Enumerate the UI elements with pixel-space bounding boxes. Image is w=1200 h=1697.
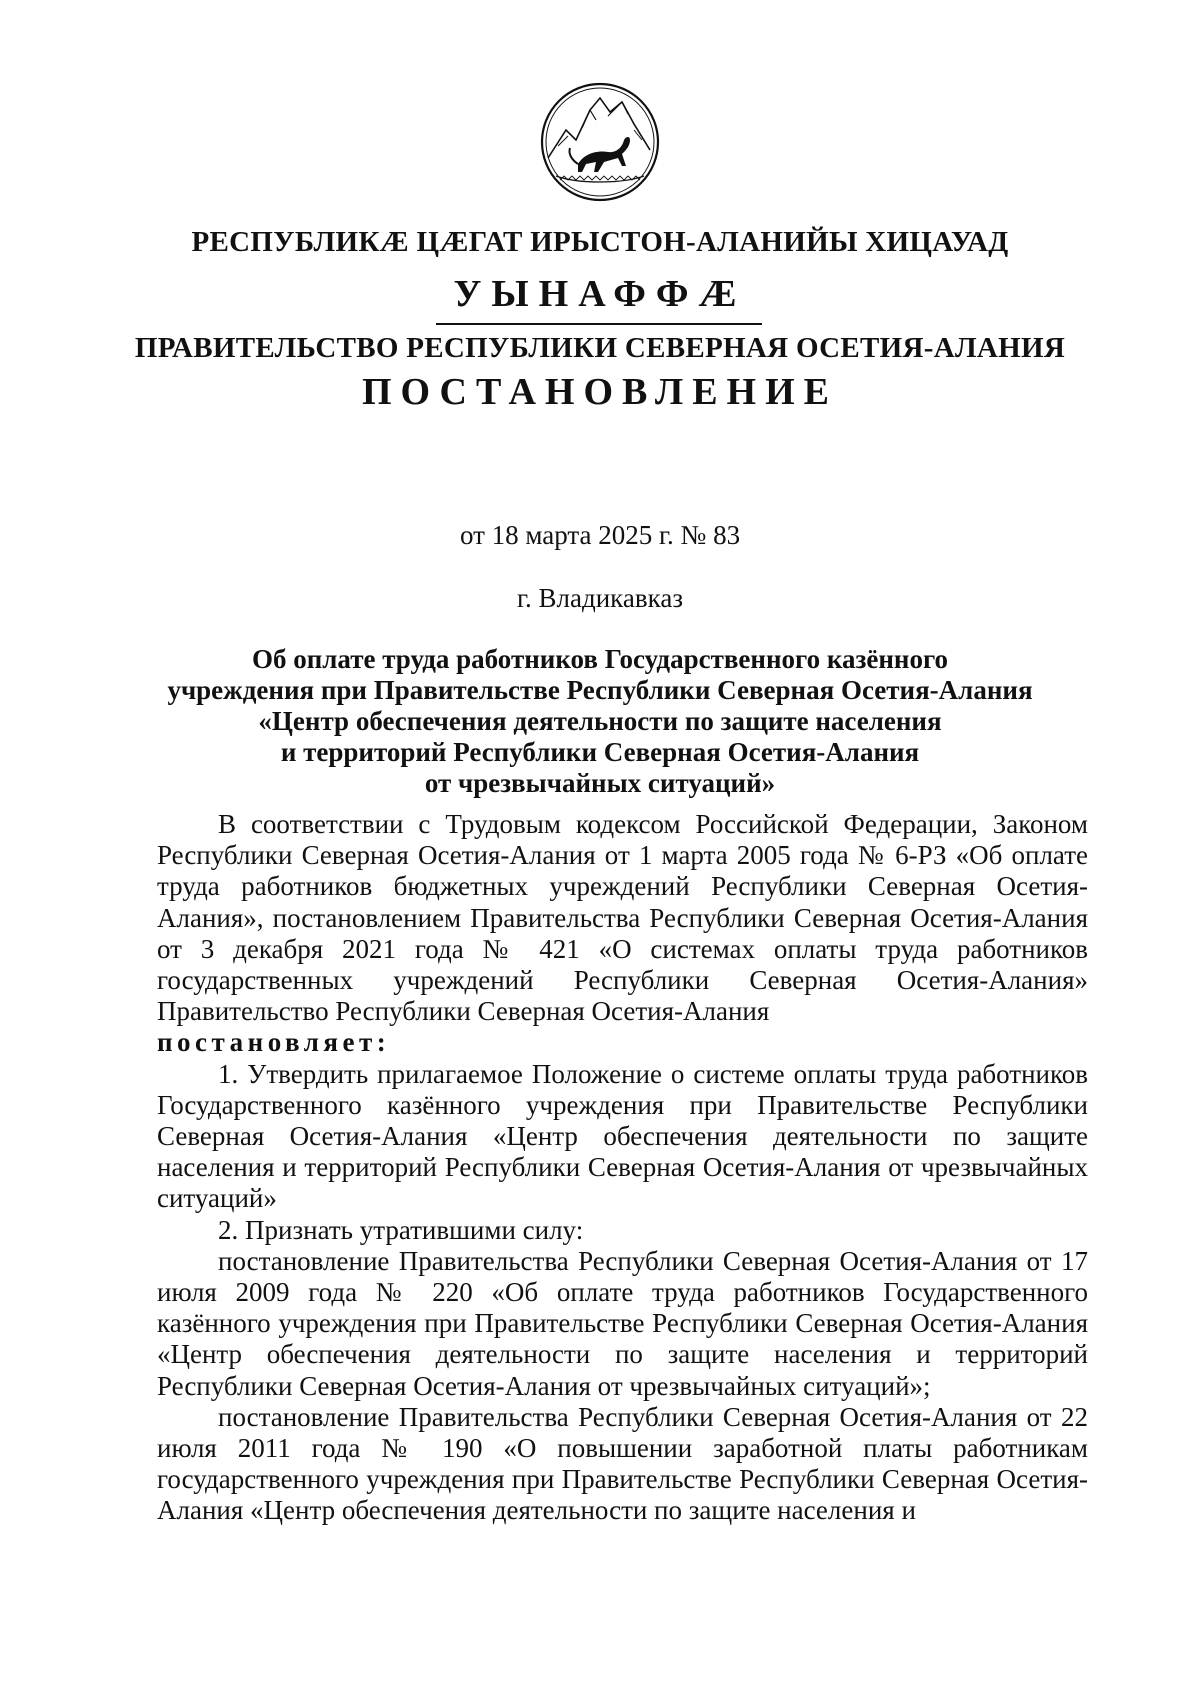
title-line: от чрезвычайных ситуаций» — [424, 768, 776, 798]
osset-government-title: РЕСПУБЛИКӔ ЦӔГАТ ИРЫСТОН-АЛАНИЙЫ ХИЦАУАД — [191, 226, 1009, 258]
repeal-2-paragraph: постановление Правительства Республики Северная Осетия-Алания от 22 июля 2011 года № 190 «О повышении заработной платы работникам государственного учреждения при Правительстве Республики Северная Осетия-Алания «Центр обеспечения деятельности по защите населения и — [157, 1401, 1088, 1526]
document-date-number: от 18 марта 2025 г. № 83 — [459, 520, 741, 550]
document-city: г. Владикавказ — [517, 583, 683, 613]
title-line: «Центр обеспечения деятельности по защите населения — [258, 706, 942, 736]
coat-of-arms-emblem — [538, 80, 662, 204]
item-1-paragraph: 1. Утвердить прилагаемое Положение о системе оплаты труда работников Государственного казённого учреждения при Правительстве Республики Северная Осетия-Алания «Центр обеспечения деятельности по защите населения и территорий Республики Северная Осетия-Алания от чрезвычайных ситуаций» — [157, 1058, 1088, 1214]
document-title — [150, 644, 1050, 799]
title-line: Об оплате труда работников Государственного казённого — [251, 644, 949, 674]
repeal-1-paragraph: постановление Правительства Республики Северная Осетия-Алания от 17 июля 2009 года № 220 «Об оплате труда работников Государственного казённого учреждения при Правительстве Республики Северная Осетия-Алания «Центр обеспечения деятельности по защите населения и территорий Республики Северная Осетия-Алания от чрезвычайных ситуаций»; — [157, 1245, 1088, 1401]
title-line: и территорий Республики Северная Осетия-Алания — [280, 737, 920, 767]
osset-document-type: УЫНАФФӔ — [453, 273, 747, 315]
government-title: ПРАВИТЕЛЬСТВО РЕСПУБЛИКИ СЕВЕРНАЯ ОСЕТИЯ-АЛАНИЯ — [134, 332, 1066, 364]
title-line: учреждения при Правительстве Республики Северная Осетия-Алания — [167, 675, 1033, 705]
document-body — [157, 809, 1088, 1527]
item-2-paragraph: 2. Признать утратившими силу: — [218, 1214, 584, 1245]
decides-word — [157, 1027, 1088, 1058]
preamble-paragraph: В соответствии с Трудовым кодексом Российской Федерации, Законом Республики Северная Осетия-Алания от 1 марта 2005 года № 6-РЗ «Об оплате труда работников бюджетных учреждений Республики Северная Осетия-Алания», постановлением Правительства Республики Северная Осетия-Алания от 3 декабря 2021 года № 421 «О системах оплаты труда работников государственных учреждений Республики Северная Осетия-Алания» Правительство Республики Северная Осетия-Алания — [157, 809, 1088, 1027]
document-type: ПОСТАНОВЛЕНИЕ — [361, 371, 839, 413]
decides-label: постановляет: — [157, 1027, 391, 1058]
header-divider — [436, 323, 762, 325]
